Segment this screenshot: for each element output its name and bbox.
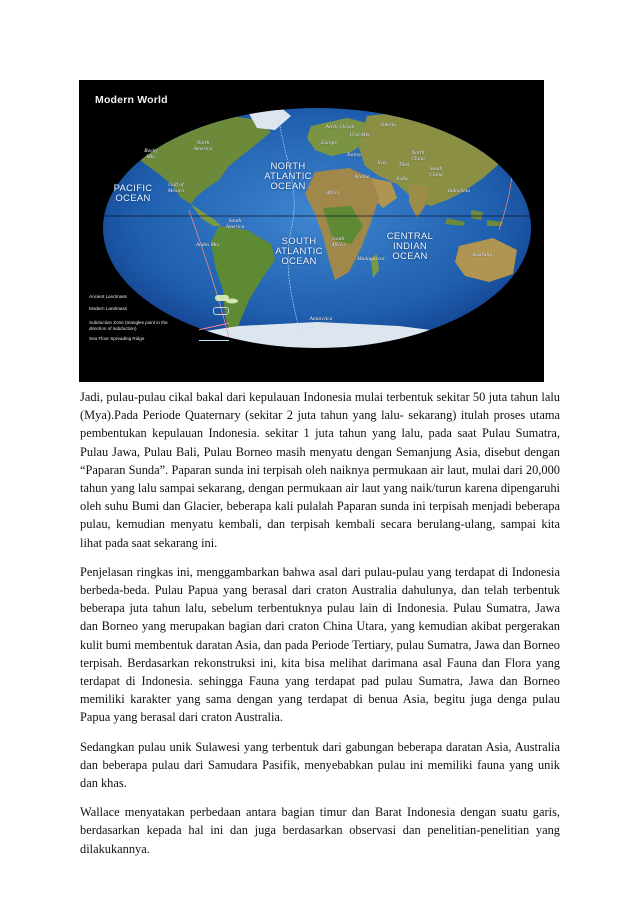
legend-label-subduction: Subduction Zone (triangles point in the direction of subduction) [89, 320, 168, 331]
paragraph-1: Jadi, pulau-pulau cikal bakal dari kepulauan Indonesia mulai terbentuk sekitar 50 juta tahun lalu (Mya).Pada Periode Quaternary (sekitar 2 juta tahun yang lalu- sekarang) itulah proses utama pembentukan kepulauan Indonesia. sekitar 1 juta tahun yang lalu, pada saat Pulau Sumatra, Pulau Jawa, Pulau Bali, Pulau Borneo masih menyatu dengan Semanjung Asia, disebut dengan “Paparan Sunda”. Paparan sunda ini terpisah oleh naiknya permukaan air laut, mulai dari 20,000 tahun yang lalu sampai sekarang, dengan permukaan air laut yang naik/turun karena dipengaruhi oleh suhu Bumi dan Glacier, beberapa kali pulalah Paparan sunda ini terpisah menjadi beberapa pulau, kemudian menyatu kembali, dan terpisah kembali secara berulang-ulang, sampai kita lihat pada saat sekarang ini. [80, 390, 560, 550]
ocean-label-north-atlantic: NORTH ATLANTIC OCEAN [264, 161, 312, 192]
place-label-africa: Africa [326, 190, 340, 196]
place-label-india: India [396, 176, 408, 182]
legend-swatch-modern [213, 307, 229, 315]
place-label-north-china: North China [411, 150, 425, 162]
map-legend [89, 294, 229, 347]
place-label-europe: Europe [321, 140, 337, 146]
ocean-label-south-atlantic: SOUTH ATLANTIC OCEAN [275, 236, 323, 267]
place-label-indochina: Indochina [447, 188, 471, 194]
place-label-south-america: South America [225, 218, 245, 230]
ocean-label-pacific: PACIFIC OCEAN [113, 183, 153, 204]
world-map-figure [79, 80, 544, 382]
place-label-arabia: Arabia [354, 174, 370, 180]
paragraph-3: Sedangkan pulau unik Sulawesi yang terbentuk dari gabungan beberapa daratan Asia, Australia dan beberapa pulau dari Samudara Pasifik, menyebabkan pulau ini memiliki fauna yang unik dan khas. [80, 739, 560, 791]
place-label-rocky-mts: Rocky Mts. [144, 148, 158, 160]
legend-item-subduction [89, 320, 229, 331]
place-label-turkey: Turkey [346, 152, 362, 158]
place-label-andes-mts: Andes Mts. [195, 242, 221, 248]
legend-swatch-ancient [215, 295, 229, 301]
body-text [80, 388, 560, 869]
paragraph-4: Wallace menyatakan perbedaan antara bagian timur dan Barat Indonesia dengan suatu garis, berdasarkan kepada hal ini dan juga berdasarkan observasi dan penelitian-penelitian yang dilakukannya. [80, 805, 560, 856]
place-label-ural-mts: Ural Mts. [349, 132, 371, 138]
map-title: Modern World [95, 94, 168, 106]
place-label-arctic: Arctic Ocean [325, 124, 355, 130]
place-label-iran: Iran [377, 160, 387, 166]
place-label-antarctica: Antarctica [309, 316, 333, 322]
legend-label-ancient: Ancient Landmass [89, 294, 127, 299]
legend-label-modern: Modern Landmass [89, 306, 128, 311]
place-label-south-china: South China [429, 166, 443, 178]
place-label-tibet: Tibet [398, 162, 410, 168]
legend-swatch-subduction [199, 317, 229, 330]
place-label-madagascar: Madagascar [357, 256, 385, 262]
place-label-north-america: North America [193, 140, 213, 152]
paragraph-2: Penjelasan ringkas ini, menggambarkan bahwa asal dari pulau-pulau yang terdapat di Indonesia berbeda-beda. Pulau Papua yang berasal dari craton Australia dahulunya, dan telah terbentuk beberapa juta tahun lalu, sebelum terbentuknya pulau lain di Indonesia. Pulau Sumatra, Jawa dan Borneo yang merupakan bagian dari craton China Utara, yang kemudian akibat pergerakan kulit bumi membentuk daratan Asia, dan pada Periode Tertiary, pulau Sumatra, Jawa dan Borneo terpisah. Berdasarkan rekonstruksi ini, kita bisa melihat darimana asal Fauna dan Flora yang terdapat di Indonesia. sehingga Fauna yang terdapat pad pulau Sumatra, Jawa dan Borneo memiliki karakter yang sama dengan yang terdapat di benua Asia, begitu juga denga pulau Papua yang berasal dari craton Australia. [80, 564, 560, 725]
legend-swatch-ridge [199, 336, 229, 341]
place-label-siberia: Siberia [380, 122, 396, 128]
legend-item-ancient [89, 294, 229, 301]
place-label-south-africa: South Africa [331, 236, 345, 248]
place-label-australia: Australia [471, 252, 493, 258]
place-label-gulf-of-mexico: Gulf of Mexico [167, 182, 185, 194]
ocean-label-central-indian: CENTRAL INDIAN OCEAN [386, 231, 434, 262]
legend-item-modern [89, 306, 229, 315]
legend-item-ridge [89, 336, 229, 342]
legend-label-ridge: Sea Floor Spreading Ridge [89, 336, 145, 341]
